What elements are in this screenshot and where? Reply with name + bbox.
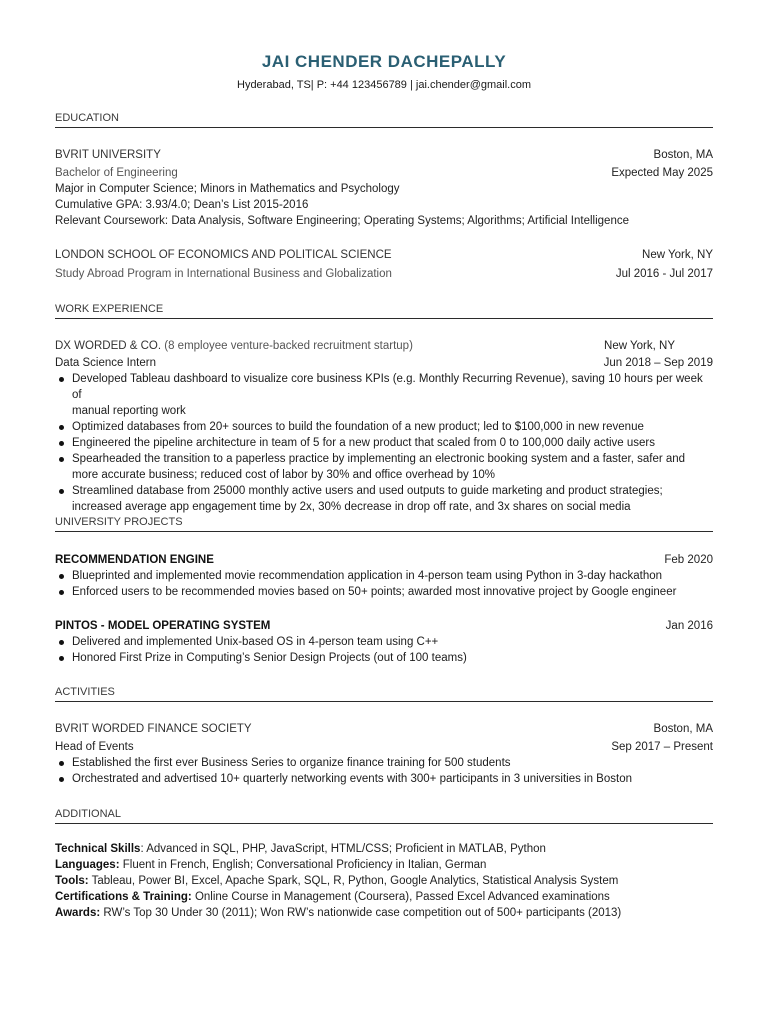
list-item: Delivered and implemented Unix-based OS in 4-person team using C++	[55, 634, 713, 650]
company-note: (8 employee venture-backed recruitment startup)	[164, 340, 413, 352]
degree: Bachelor of Engineering	[55, 167, 178, 179]
job-title: Data Science Intern	[55, 357, 157, 369]
project-entry	[55, 552, 713, 600]
list-item: Enforced users to be recommended movies based on 50+ points; awarded most innovative project by Google engineer	[55, 584, 713, 600]
education-entry	[55, 247, 713, 282]
education-detail: Major in Computer Science; Minors in Mathematics and Psychology	[55, 183, 400, 195]
education-section	[55, 111, 713, 282]
activity-entry	[55, 721, 713, 787]
work-bullets	[55, 371, 713, 515]
section-heading: UNIVERSITY PROJECTS	[55, 515, 713, 532]
contact-line: Hyderabad, TS| P: +44 123456789 | jai.chender@gmail.com	[237, 79, 531, 91]
degree-date: Expected May 2025	[611, 167, 713, 179]
list-item: Honored First Prize in Computing’s Senior Design Projects (out of 100 teams)	[55, 650, 713, 666]
project-date: Feb 2020	[664, 554, 713, 566]
list-item: Engineered the pipeline architecture in team of 5 for a new product that scaled from 0 to 100,000 daily active users	[55, 435, 713, 451]
project-entry	[55, 618, 713, 666]
section-heading: ADDITIONAL	[55, 807, 713, 824]
education-detail: Cumulative GPA: 3.93/4.0; Dean’s List 2015-2016	[55, 199, 309, 211]
awards-line: Awards: RW’s Top 30 Under 30 (2011); Won RW’s nationwide case competition out of 500+ participants (2013)	[55, 907, 622, 919]
education-detail: Relevant Coursework: Data Analysis, Software Engineering; Operating Systems; Algorithms; Artificial Intelligence	[55, 215, 629, 227]
organization-location: Boston, MA	[653, 723, 713, 735]
list-item: Established the first ever Business Series to organize finance training for 500 students	[55, 755, 713, 771]
list-item: Orchestrated and advertised 10+ quarterly networking events with 300+ participants in 3 universities in Boston	[55, 771, 713, 787]
list-item: Spearheaded the transition to a paperless practice by implementing an electronic booking system and a faster, safer and more accurate business; reduced cost of labor by 30% and office overhead by 10%	[55, 451, 713, 483]
languages-line: Languages: Fluent in French, English; Conversational Proficiency in Italian, German	[55, 859, 487, 871]
work-entry	[55, 338, 713, 515]
list-item: Streamlined database from 25000 monthly active users and used outputs to guide marketing and product strategies; increased average app engagement time by 2x, 30% decrease in drop off rate, and 3x shares on social media	[55, 483, 713, 515]
school-name: LONDON SCHOOL OF ECONOMICS AND POLITICAL SCIENCE	[55, 249, 392, 261]
project-date: Jan 2016	[665, 620, 713, 632]
program: Study Abroad Program in International Business and Globalization	[55, 268, 392, 280]
skills-line: Technical Skills: Advanced in SQL, PHP, JavaScript, HTML/CSS; Proficient in MATLAB, Python	[55, 843, 546, 855]
certifications-line: Certifications & Training: Online Course in Management (Coursera), Passed Excel Advanced examinations	[55, 891, 610, 903]
activity-bullets	[55, 755, 713, 787]
tools-line: Tools: Tableau, Power BI, Excel, Apache Spark, SQL, R, Python, Google Analytics, Statistical Analysis System	[55, 875, 619, 887]
project-name: PINTOS - MODEL OPERATING SYSTEM	[55, 620, 271, 632]
additional-list	[55, 841, 713, 921]
project-bullets	[55, 634, 713, 666]
activities-section	[55, 685, 713, 787]
school-location: Boston, MA	[653, 149, 713, 161]
list-item: Developed Tableau dashboard to visualize core business KPIs (e.g. Monthly Recurring Revenue), saving 10 hours per week of manual reporting work	[55, 371, 713, 419]
company-name: DX WORDED & CO.	[55, 340, 162, 352]
school-location: New York, NY	[642, 249, 713, 261]
resume-header	[0, 51, 768, 93]
activity-role: Head of Events	[55, 741, 134, 753]
education-entry	[55, 147, 713, 229]
school-name: BVRIT UNIVERSITY	[55, 149, 161, 161]
project-bullets	[55, 568, 713, 600]
section-heading: ACTIVITIES	[55, 685, 713, 702]
candidate-name: JAI CHENDER DACHEPALLY	[261, 52, 507, 71]
section-heading: WORK EXPERIENCE	[55, 302, 713, 319]
company-location: New York, NY	[604, 340, 675, 352]
activity-dates: Sep 2017 – Present	[611, 741, 713, 753]
list-item: Blueprinted and implemented movie recommendation application in 4-person team using Python in 3-day hackathon	[55, 568, 713, 584]
project-name: RECOMMENDATION ENGINE	[55, 554, 214, 566]
work-section	[55, 302, 713, 515]
organization-name: BVRIT WORDED FINANCE SOCIETY	[55, 723, 252, 735]
list-item: Optimized databases from 20+ sources to build the foundation of a new product; led to $100,000 in new revenue	[55, 419, 713, 435]
projects-section	[55, 515, 713, 666]
program-date: Jul 2016 - Jul 2017	[615, 268, 713, 280]
job-dates: Jun 2018 – Sep 2019	[603, 357, 713, 369]
additional-section	[55, 807, 713, 921]
section-heading: EDUCATION	[55, 111, 713, 128]
